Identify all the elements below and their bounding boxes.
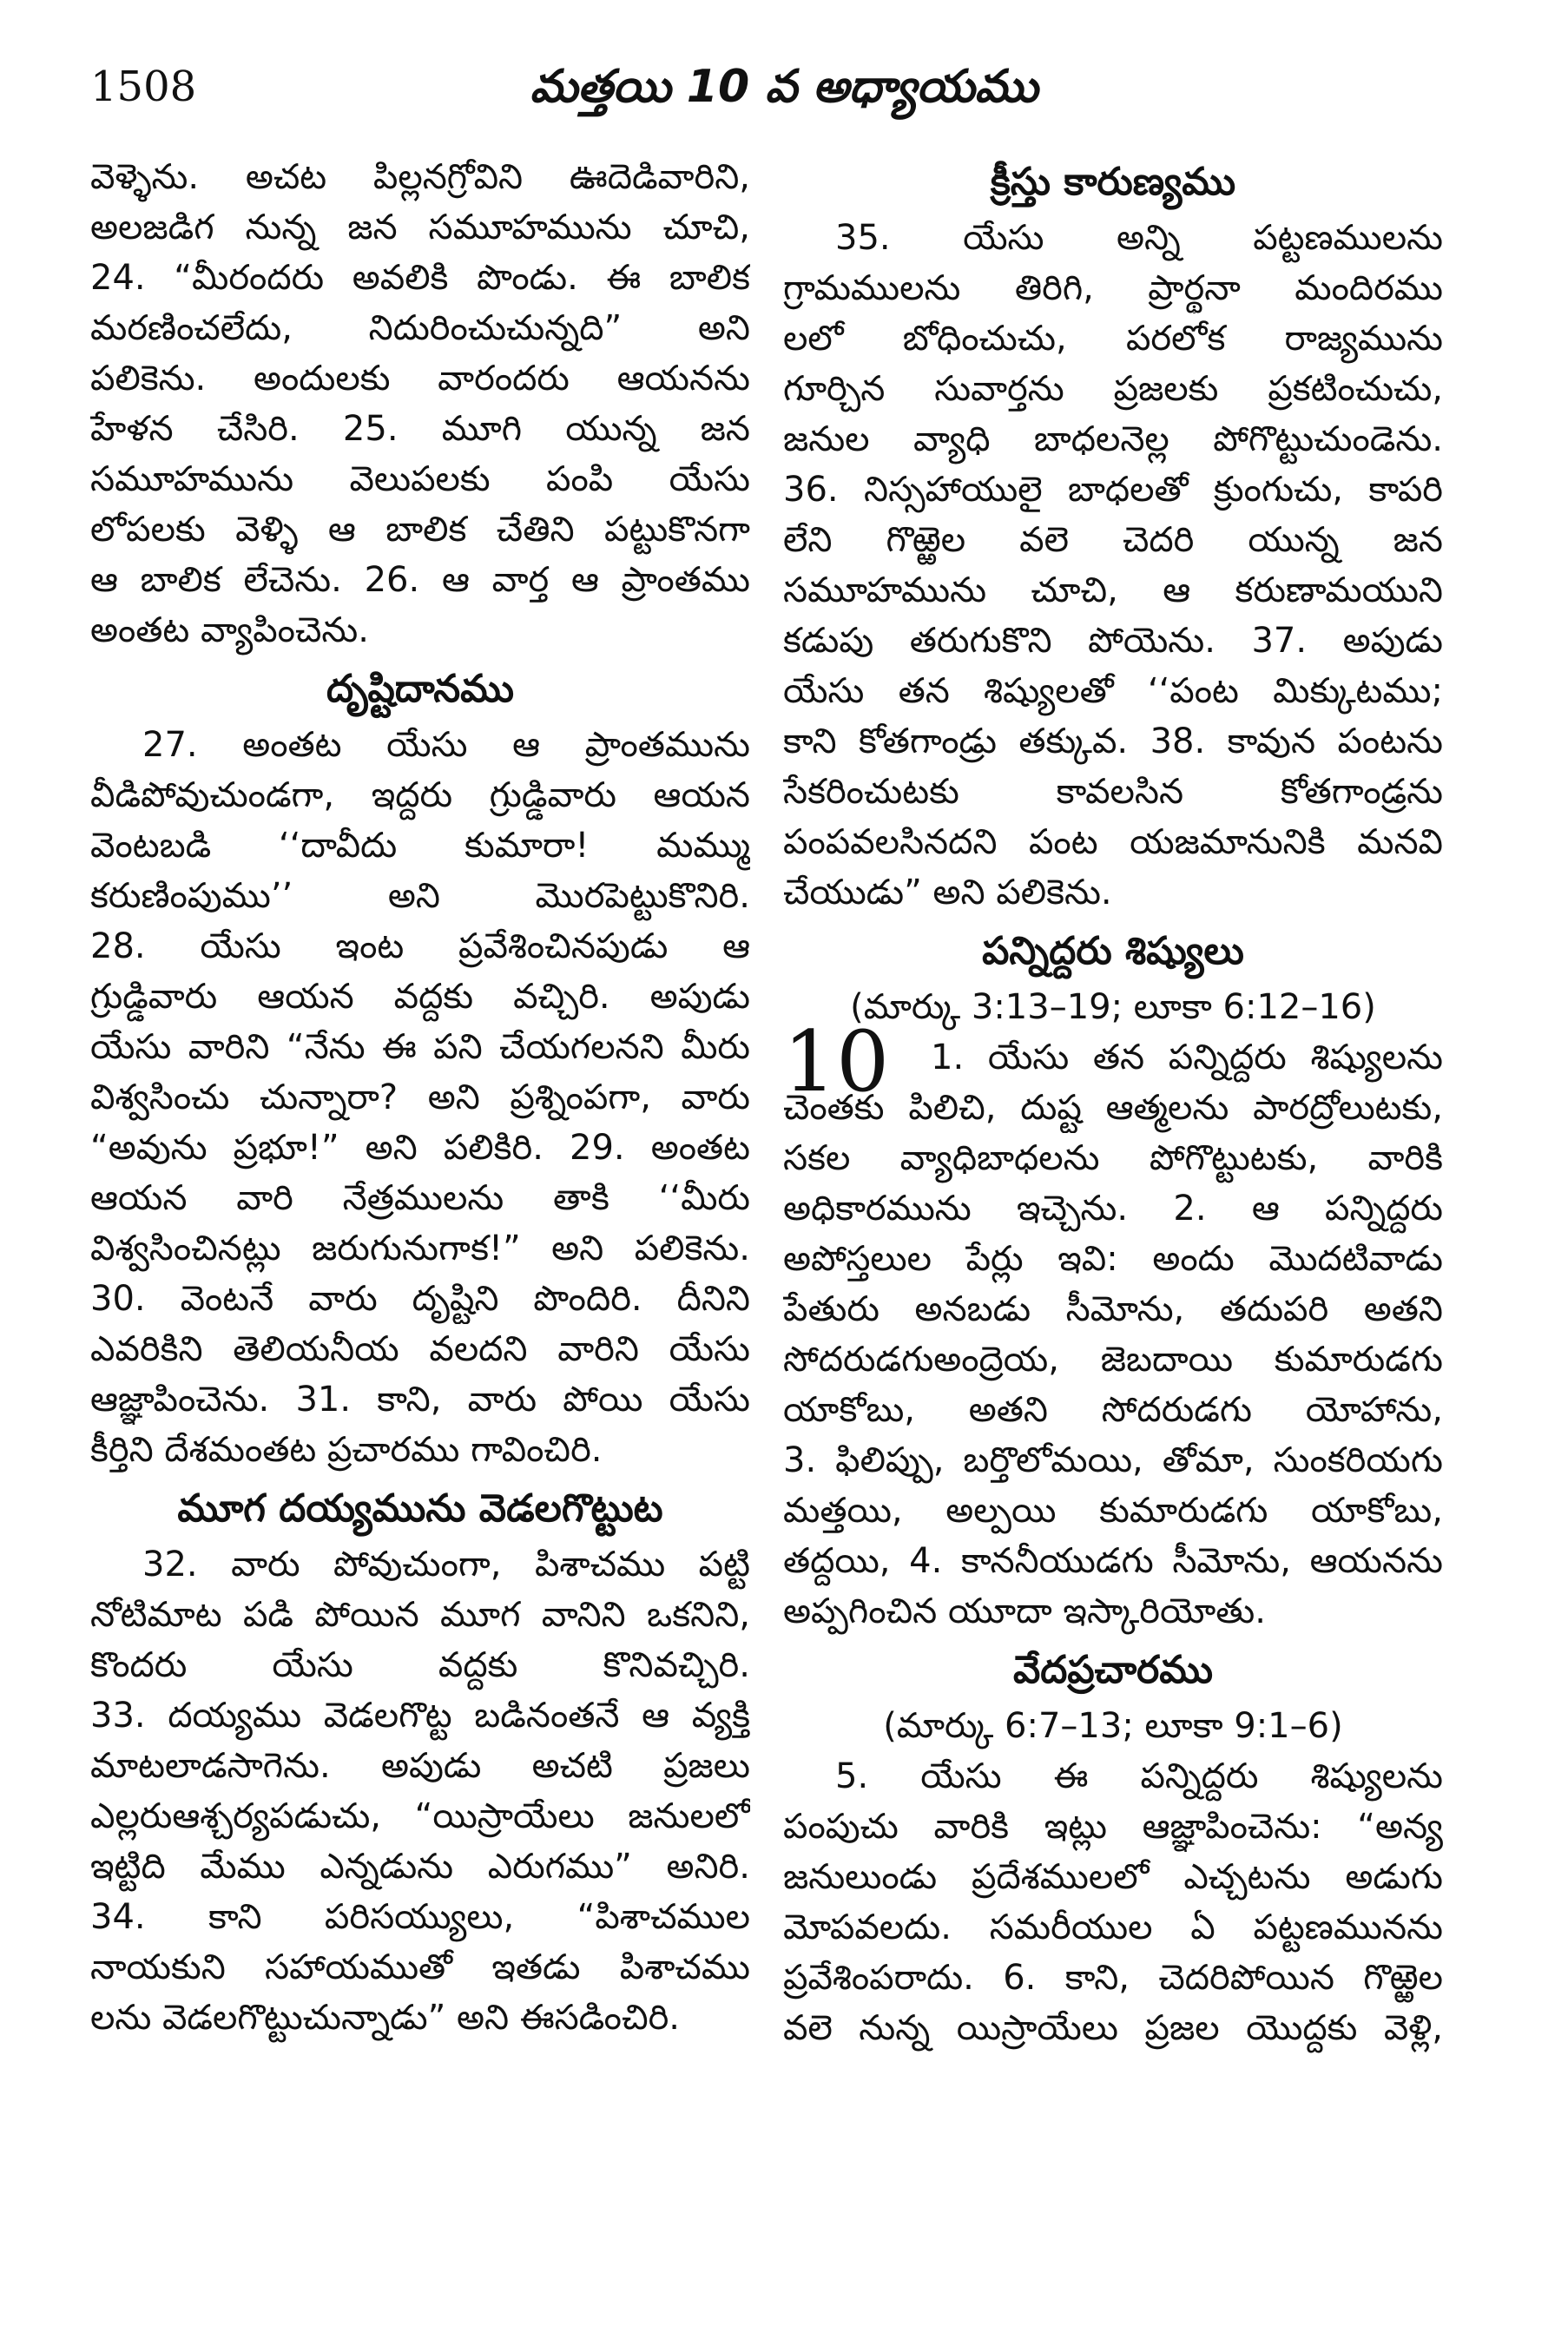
text-line: సమూహమును వెలుపలకు పంపి యేసు	[90, 459, 750, 499]
text-line: అంతట వ్యాపించెను.	[90, 610, 369, 650]
cross-reference: (మార్కు 3:13–19; లూకా 6:12–16)	[850, 987, 1376, 1027]
text-line: హేళన చేసిరి. 25. మూగి యున్న జన	[90, 409, 750, 449]
text-line: మత్తయి, అల్పయి కుమారుడగు యాకోబు,	[783, 1491, 1443, 1531]
text-line: 36. నిస్సహాయులై బాధలతో క్రుంగుచు, కాపరి	[783, 470, 1443, 510]
text-line: సేకరించుటకు కావలసిన కోతగాండ్రను	[783, 772, 1443, 812]
text-line: 27. అంతట యేసు ఆ ప్రాంతమును	[142, 725, 750, 765]
right-paragraph-1	[783, 213, 1443, 918]
text-line: కరుణింపుము’’ అని మొరపెట్టుకొనిరి.	[90, 876, 750, 916]
text-line: చేయుడు” అని పలికెను.	[783, 873, 1112, 912]
text-line: గ్రామములను తిరిగి, ప్రార్థనా మందిరము	[783, 268, 1443, 308]
text-line: ఎల్లరుఆశ్చర్యపడుచు, “యిస్రాయేలు జనులలో	[90, 1796, 750, 1836]
text-line: సమూహమును చూచి, ఆ కరుణామయుని	[783, 570, 1443, 610]
section-heading: క్రీస్తు కారుణ్యము	[990, 160, 1236, 204]
text-line: లను వెడలగొట్టుచున్నాడు” అని ఈసడించిరి.	[90, 1998, 681, 2038]
page-number: 1508	[90, 63, 197, 111]
text-line: మోపవలదు. సమరీయుల ఏ పట్టణమునను	[783, 1907, 1443, 1947]
text-line: అలజడిగ నున్న జన సమూహమును చూచి,	[90, 208, 750, 247]
text-line: అపోస్తలుల పేర్లు ఇవి: అందు మొదటివాడు	[783, 1239, 1443, 1279]
text-line: పంపుచు వారికి ఇట్లు ఆజ్ఞాపించెను: “అన్య	[783, 1807, 1443, 1847]
text-line: గ్రుడ్డివారు ఆయన వద్దకు వచ్చిరి. అపుడు	[90, 977, 750, 1017]
text-line: కీర్తిని దేశమంతట ప్రచారము గావించిరి.	[90, 1430, 603, 1470]
text-line: విశ్వసించు చున్నారా? అని ప్రశ్నింపగా, వారు	[90, 1077, 750, 1117]
text-line: ఆజ్ఞాపించెను. 31. కాని, వారు పోయి యేసు	[90, 1380, 750, 1420]
text-line: 33. దయ్యము వెడలగొట్ట బడినంతనే ఆ వ్యక్తి	[90, 1696, 750, 1736]
text-line: కొందరు యేసు వద్దకు కొనివచ్చిరి.	[90, 1645, 750, 1685]
section-heading: వేదప్రచారము	[1012, 1648, 1214, 1692]
left-paragraph-3	[90, 1539, 750, 2043]
text-line: జనులుండు ప్రదేశములలో ఎచ్చటను అడుగు	[783, 1857, 1443, 1897]
left-column	[90, 152, 750, 2043]
text-line: సోదరుడగుఅంద్రెయ, జెబదాయి కుమారుడగు	[783, 1340, 1443, 1380]
section-heading: పన్నిద్దరు శిష్యులు	[982, 929, 1244, 973]
text-line: తద్దయి, 4. కాననీయుడగు సీమోను, ఆయనను	[783, 1541, 1443, 1581]
text-line: పేతురు అనబడు సీమోను, తదుపరి అతని	[783, 1289, 1443, 1329]
text-line: ఇట్టిది మేము ఎన్నడును ఎరుగము” అనిరి.	[90, 1847, 750, 1887]
text-line: జనుల వ్యాధి బాధలనెల్ల పోగొట్టుచుండెను.	[783, 419, 1443, 459]
text-line: 3. ఫిలిప్పు, బర్తొలోమయి, తోమా, సుంకరియగు	[783, 1440, 1443, 1480]
text-line: యాకోబు, అతని సోదరుడగు యోహాను,	[783, 1390, 1443, 1430]
text-line: వెళ్ళెను. అచట పిల్లనగ్రోవిని ఊదెడివారిని,	[90, 157, 750, 197]
text-line: ఆయన వారి నేత్రములను తాకి ‘‘మీరు	[90, 1178, 750, 1218]
text-line: 28. యేసు ఇంట ప్రవేశించినపుడు ఆ	[90, 926, 750, 966]
right-column	[783, 152, 1443, 2053]
right-paragraph-2	[783, 1013, 1443, 1637]
text-line: యేసు తన శిష్యులతో ‘‘పంట మిక్కుటము;	[783, 671, 1443, 711]
text-line: విశ్వసించినట్లు జరుగునుగాక!” అని పలికెను.	[90, 1229, 750, 1268]
text-line: వెంటబడి ‘‘దావీదు కుమారా! మమ్ము	[90, 826, 750, 866]
text-line: 24. “మీరందరు అవలికి పొండు. ఈ బాలిక	[90, 258, 750, 298]
text-line: వీడిపోవుచుండగా, ఇద్దరు గ్రుడ్డివారు ఆయన	[90, 775, 750, 815]
text-line: పలికెను. అందులకు వారందరు ఆయనను	[90, 359, 750, 399]
text-line: కడుపు తరుగుకొని పోయెను. 37. అపుడు	[783, 621, 1443, 661]
text-line: వలె నున్న యిస్రాయేలు ప్రజల యొద్దకు వెళ్లి,	[783, 2008, 1443, 2048]
chapter-number: 10	[783, 1013, 890, 1110]
section-heading: దృష్టిదానము	[326, 667, 514, 711]
text-line: పంపవలసినదని పంట యజమానునికి మనవి	[783, 822, 1443, 862]
text-line: ఆ బాలిక లేచెను. 26. ఆ వార్త ఆ ప్రాంతము	[90, 560, 750, 600]
text-line: సకల వ్యాధిబాధలను పోగొట్టుటకు, వారికి	[783, 1138, 1443, 1178]
text-line: లోపలకు వెళ్ళి ఆ బాలిక చేతిని పట్టుకొనగా	[90, 510, 750, 550]
text-line: 32. వారు పోవుచుంగా, పిశాచము పట్టి	[142, 1545, 750, 1584]
text-line: మరణించలేదు, నిదురించుచున్నది” అని	[90, 308, 750, 348]
text-line: 35. యేసు అన్ని పట్టణములను	[835, 218, 1443, 258]
text-line: మాటలాడసాగెను. అపుడు అచటి ప్రజలు	[90, 1746, 750, 1786]
text-line: 1. యేసు తన పన్నిద్దరు శిష్యులను	[931, 1038, 1443, 1077]
text-line: కాని కోతగాండ్రు తక్కువ. 38. కావున పంటను	[783, 721, 1443, 761]
right-paragraph-3	[783, 1751, 1443, 2053]
text-line: గూర్చిన సువార్తను ప్రజలకు ప్రకటించుచు,	[783, 369, 1443, 409]
text-line: అధికారమును ఇచ్చెను. 2. ఆ పన్నిద్దరు	[783, 1189, 1443, 1229]
text-line: లలో బోధించుచు, పరలోక రాజ్యమును	[783, 319, 1443, 359]
text-line: 5. యేసు ఈ పన్నిద్దరు శిష్యులను	[835, 1756, 1443, 1796]
text-line: ప్రవేశింపరాదు. 6. కాని, చెదరిపోయిన గొఱ్ఱెల	[783, 1958, 1443, 1998]
text-line: 34. కాని పరిసయ్యులు, “పిశాచముల	[90, 1897, 750, 1937]
cross-reference: (మార్కు 6:7–13; లూకా 9:1–6)	[883, 1706, 1343, 1746]
running-title: మత్తయి 10 వ అధ్యాయము	[530, 61, 1038, 113]
text-line: నాయకుని సహాయముతో ఇతడు పిశాచము	[90, 1947, 750, 1987]
section-heading: మూగ దయ్యమును వెడలగొట్టుట	[177, 1486, 663, 1531]
text-line: “అవును ప్రభూ!” అని పలికిరి. 29. అంతట	[90, 1128, 750, 1168]
left-paragraph-1	[90, 152, 750, 656]
text-line: ఎవరికిని తెలియనీయ వలదని వారిని యేసు	[90, 1329, 750, 1369]
page-header	[90, 52, 1478, 122]
text-line: లేని గొఱ్ఱెల వలె చెదరి యున్న జన	[783, 520, 1443, 560]
text-line: నోటిమాట పడి పోయిన మూగ వానిని ఒకనిని,	[90, 1595, 750, 1635]
text-line: 30. వెంటనే వారు దృష్టిని పొందిరి. దీనిని	[90, 1279, 750, 1319]
text-line: యేసు వారిని “నేను ఈ పని చేయగలనని మీరు	[90, 1027, 750, 1067]
text-line: అప్పగించిన యూదా ఇస్కారియోతు.	[783, 1591, 1266, 1631]
left-paragraph-2	[90, 720, 750, 1475]
text-line: చెంతకు పిలిచి, దుష్ట ఆత్మలను పారద్రోలుటకు,	[783, 1088, 1443, 1128]
